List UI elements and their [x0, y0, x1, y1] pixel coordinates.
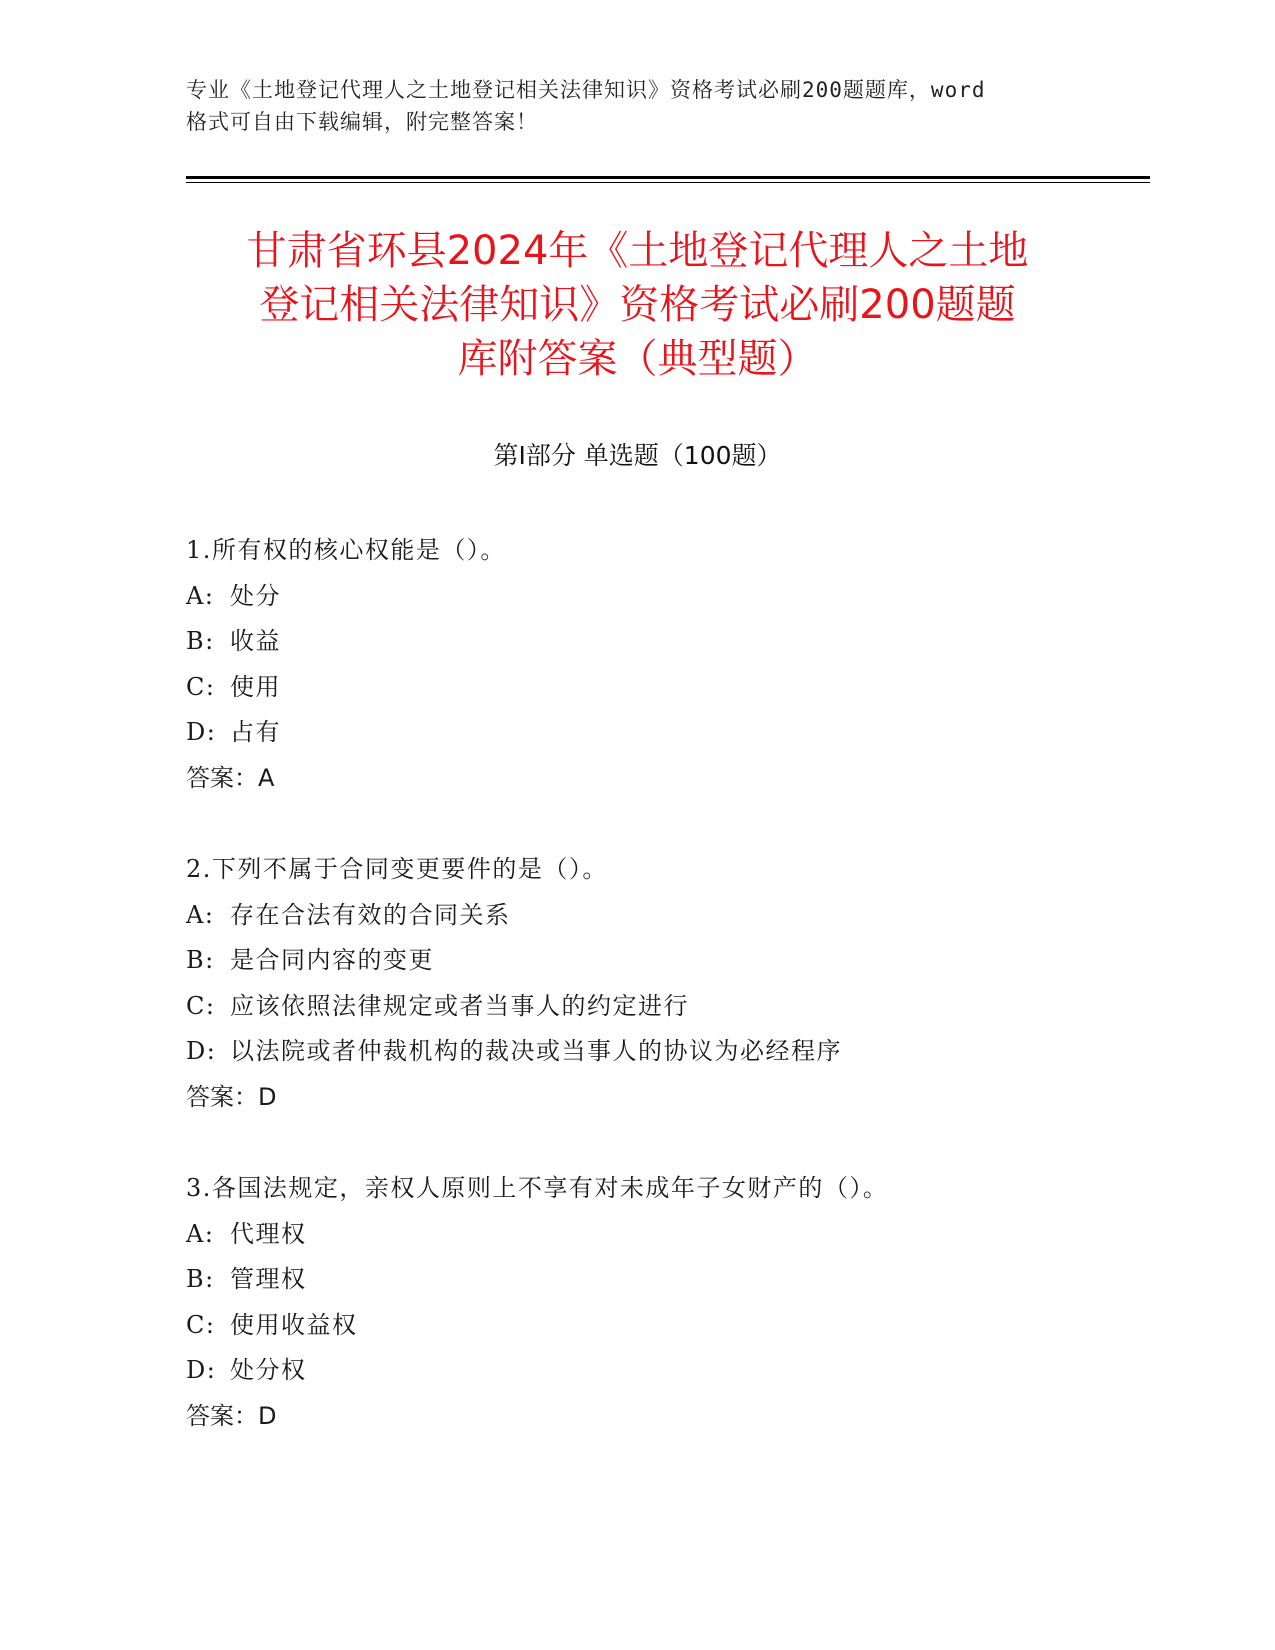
- option-label: D:: [186, 718, 217, 746]
- option-text: 收益: [230, 627, 281, 655]
- question-2: [186, 847, 1146, 1120]
- option-c: [186, 1303, 1146, 1349]
- option-text: 是合同内容的变更: [230, 946, 434, 974]
- option-a: [186, 893, 1146, 939]
- option-label: B:: [186, 1265, 215, 1293]
- option-a: [186, 1212, 1146, 1258]
- option-text: 使用收益权: [230, 1310, 358, 1339]
- option-c: [186, 984, 1146, 1030]
- section-heading: 第Ⅰ部分 单选题（100题）: [493, 441, 782, 470]
- option-label: C:: [186, 1310, 216, 1339]
- option-d: [186, 710, 1146, 756]
- header-rule-thin: [186, 182, 1150, 183]
- question-list: [186, 528, 1146, 1485]
- option-text: 存在合法有效的合同关系: [230, 900, 511, 929]
- answer: 答案：D: [186, 1401, 277, 1430]
- option-label: D:: [186, 1037, 217, 1065]
- answer: 答案：A: [186, 763, 275, 792]
- option-text: 以法院或者仲裁机构的裁决或当事人的协议为必经程序: [230, 1037, 842, 1065]
- question-3: [186, 1166, 1146, 1439]
- option-text: 使用: [230, 672, 281, 701]
- document-title-line-3: 库附答案（典型题）: [457, 336, 818, 382]
- document-title-line-1: 甘肃省环县2024年《土地登记代理人之土地: [246, 228, 1029, 274]
- question-stem: 1.所有权的核心权能是（）。: [186, 536, 506, 564]
- option-text: 占有: [230, 718, 281, 746]
- option-a: [186, 574, 1146, 620]
- question-stem: 2.下列不属于合同变更要件的是（）。: [186, 855, 608, 883]
- option-label: A:: [186, 900, 215, 929]
- option-b: [186, 619, 1146, 665]
- option-label: A:: [186, 581, 215, 610]
- option-text: 管理权: [230, 1265, 307, 1293]
- option-b: [186, 1257, 1146, 1303]
- document-title-line-2: 登记相关法律知识》资格考试必刷200题题: [259, 282, 1016, 328]
- option-text: 处分: [230, 581, 281, 610]
- option-label: A:: [186, 1219, 215, 1248]
- header-note: [186, 74, 1086, 138]
- option-text: 处分权: [230, 1356, 307, 1384]
- answer: 答案：D: [186, 1082, 277, 1111]
- option-label: C:: [186, 672, 216, 701]
- header-note-line-2: 格式可自由下载编辑，附完整答案！: [186, 110, 538, 134]
- option-b: [186, 938, 1146, 984]
- option-label: D:: [186, 1356, 217, 1384]
- option-d: [186, 1348, 1146, 1394]
- question-stem: 3.各国法规定，亲权人原则上不享有对未成年子女财产的（）。: [186, 1174, 889, 1202]
- question-1: [186, 528, 1146, 801]
- option-c: [186, 665, 1146, 711]
- option-label: B:: [186, 946, 215, 974]
- option-label: C:: [186, 991, 216, 1020]
- option-text: 应该依照法律规定或者当事人的约定进行: [230, 991, 689, 1020]
- header-rule-thick: [186, 176, 1150, 179]
- option-d: [186, 1029, 1146, 1075]
- header-note-line-1: 专业《土地登记代理人之土地登记相关法律知识》资格考试必刷200题题库，word: [186, 78, 986, 102]
- option-text: 代理权: [230, 1219, 307, 1248]
- option-label: B:: [186, 627, 215, 655]
- document-title: [150, 224, 1125, 386]
